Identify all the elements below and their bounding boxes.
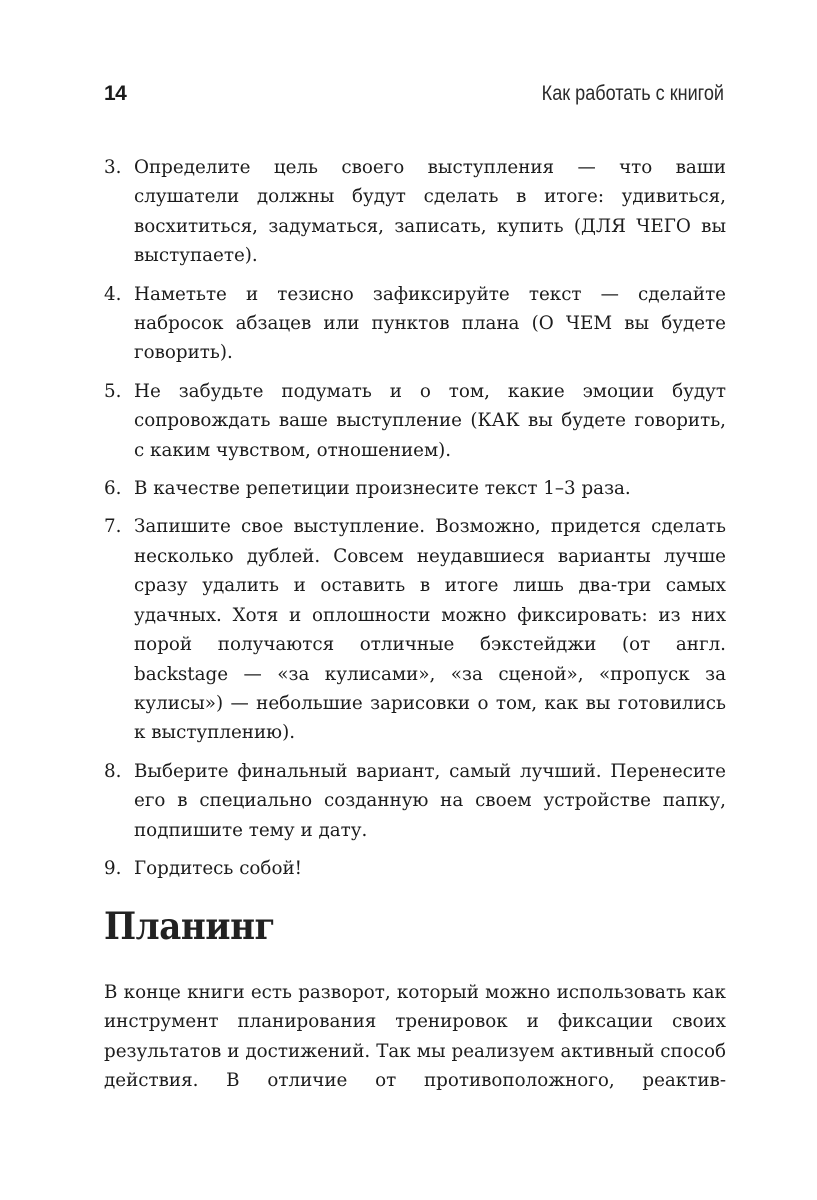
- list-item-text: Выберите финальный вариант, самый лучший. Перенесите его в специально созданную на своем устройстве папку, подпишите тему и дату.: [134, 760, 726, 841]
- steps-list: [104, 153, 726, 892]
- list-item-number: 8.: [104, 760, 122, 782]
- list-item: [104, 512, 726, 747]
- list-item-number: 5.: [104, 380, 122, 402]
- list-item-number: 3.: [104, 157, 122, 178]
- page-number: 14: [104, 82, 127, 105]
- list-item: [104, 377, 726, 465]
- section-heading: Планинг: [104, 904, 275, 948]
- list-item-text: В качестве репетиции произнесите текст 1–3 раза.: [134, 478, 631, 500]
- running-section-title: Как работать с книгой: [541, 82, 724, 105]
- list-item-text: Гордитесь собой!: [134, 857, 302, 879]
- list-item: [104, 757, 726, 845]
- running-header: [104, 82, 724, 112]
- list-item: [104, 280, 726, 368]
- list-item-text: Определите цель своего выступления — что ваши слушатели должны будут сделать в итоге: удивиться, восхититься, задуматься, записать, купить (ДЛЯ ЧЕГО вы выступаете).: [134, 157, 726, 267]
- body-paragraph: В конце книги есть разворот, который можно использовать как инструмент планирования тренировок и фиксации своих результатов и достижений. Так мы реализуем активный способ действия. В отличие от противоположного, реактив-: [104, 982, 726, 1092]
- list-item-text: Не забудьте подумать и о том, какие эмоции будут сопровождать ваше выступление (КАК вы будете говорить, с каким чувством, отношением).: [134, 380, 726, 461]
- list-item-text: Наметьте и тезисно зафиксируйте текст — сделайте набросок абзацев или пунктов плана (О ЧЕМ вы будете говорить).: [134, 283, 726, 364]
- list-item-text: Запишите свое выступление. Возможно, придется сделать несколько дублей. Совсем неудавшиеся варианты лучше сразу удалить и оставить в итоге лишь два-три самых удачных. Хотя и оплошности можно фиксировать: из них порой получаются отличные бэкстейджи (от англ. backstage — «за кулисами», «за сценой», «пропуск за кулисы») — небольшие зарисовки о том, как вы готовились к выступлению).: [134, 516, 726, 744]
- list-item-number: 6.: [104, 478, 122, 500]
- list-item: [104, 474, 726, 503]
- list-item-number: 9.: [104, 857, 122, 879]
- list-item: [104, 854, 726, 883]
- list-item-number: 4.: [104, 283, 122, 305]
- list-item: [104, 153, 726, 271]
- list-item-number: 7.: [104, 516, 122, 538]
